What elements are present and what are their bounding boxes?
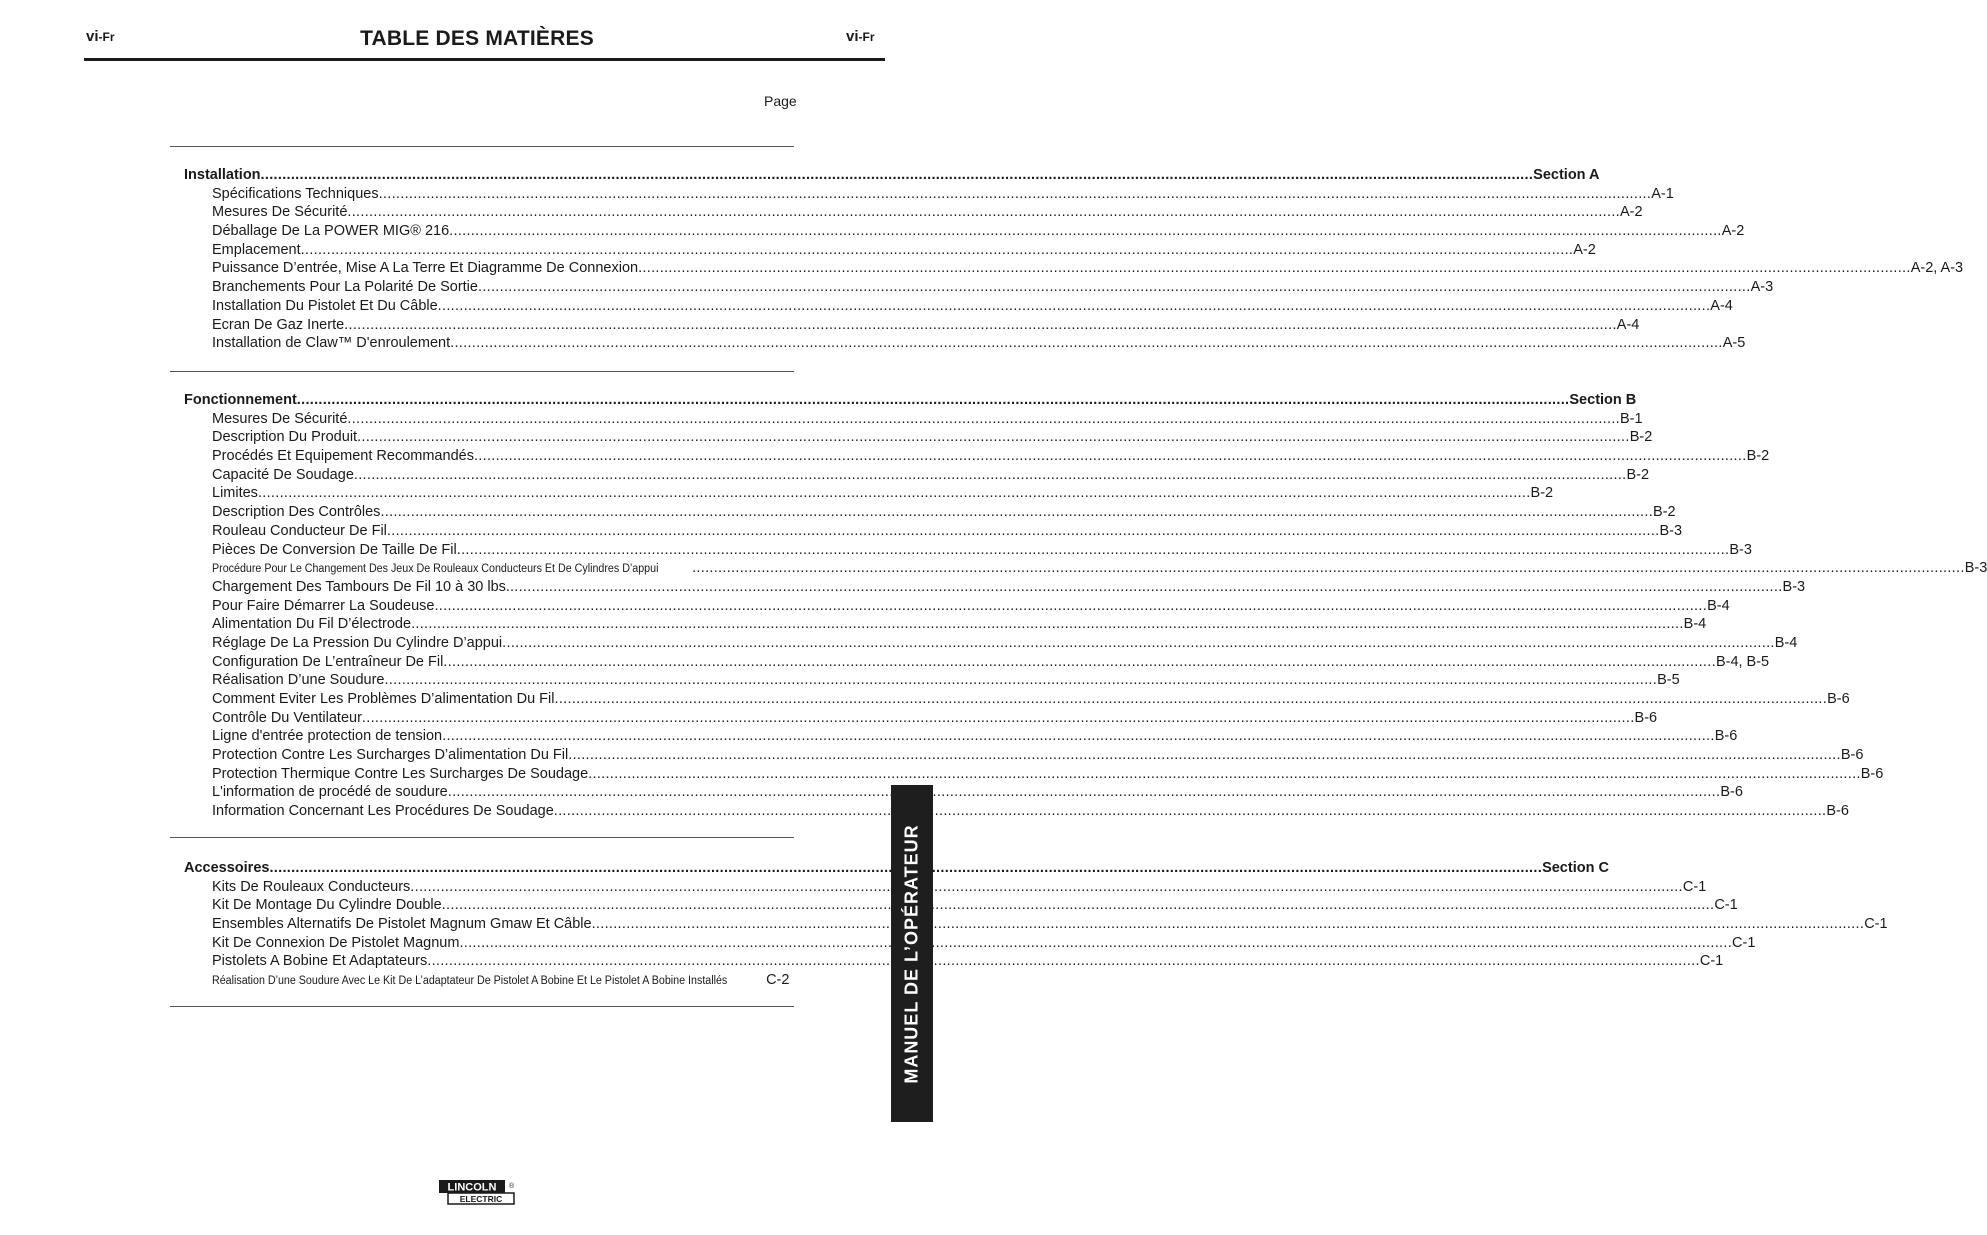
toc-entry-label: Réalisation D’une Soudure Avec Le Kit De L’adaptateur De Pistolet A Bobine Et Le Pistolet A Bobine Installés (212, 975, 728, 988)
dot-leader (411, 616, 1684, 632)
toc-entry-label: Déballage De La POWER MIG® 216 (212, 223, 450, 240)
dot-leader (510, 579, 1783, 595)
toc-entry-label: Installation Du Pistolet Et Du Câble (212, 297, 438, 314)
dot-leader (638, 260, 1911, 276)
toc-entry-label: Pour Faire Démarrer La Soudeuse (212, 597, 435, 614)
dot-leader (380, 504, 1653, 520)
side-tab (891, 785, 933, 1122)
page-number-right: vi-Fr (846, 28, 875, 45)
dot-leader (347, 204, 1620, 220)
dot-leader (434, 598, 1707, 614)
dot-leader (448, 784, 1721, 800)
toc-entry-page: C-1 (1682, 878, 1707, 895)
toc-entry (184, 934, 1756, 954)
toc-entry-label: Mesures De Sécurité (212, 410, 348, 427)
toc-entry-page: B-2 (1626, 466, 1650, 483)
toc-entry-label: Branchements Pour La Polarité De Sortie (212, 279, 478, 296)
toc-entry-page: Section C (1542, 860, 1609, 876)
toc-entry-page: A-5 (1722, 335, 1746, 352)
dot-leader (385, 672, 1658, 688)
toc-entry (184, 916, 1888, 935)
toc-entry-label: Description Des Contrôles (212, 504, 381, 521)
toc-entry-page: B-3 (1659, 522, 1683, 539)
dot-leader (379, 186, 1652, 202)
toc-entry (184, 241, 1596, 261)
logo-line2: ELECTRIC (459, 1194, 503, 1204)
toc-entry-label: Capacité De Soudage (212, 466, 354, 483)
page-number-left: vi-Fr (86, 28, 115, 45)
toc-entry-label: Kit De Connexion De Pistolet Magnum (212, 934, 460, 951)
toc-entry-label: Procédure Pour Le Changement Des Jeux De Rouleaux Conducteurs Et De Cylindres D’appui (212, 563, 659, 576)
dot-leader (438, 298, 1711, 314)
toc-entry-page: B-3 (1729, 541, 1752, 558)
dot-leader (297, 392, 1570, 408)
page-title: TABLE DES MATIÈRES (360, 27, 594, 50)
toc-entry-page: C-1 (1732, 934, 1756, 951)
dot-leader (459, 935, 1732, 951)
toc-entry-page: B-6 (1634, 709, 1658, 726)
toc-entry-page: B-6 (1827, 691, 1850, 707)
toc-entry (184, 504, 1676, 523)
toc-entry-label: Fonctionnement (184, 392, 297, 408)
toc-entry-label: Spécifications Techniques (212, 185, 379, 202)
toc-entry-label: Configuration De L’entraîneur De Fil (212, 653, 444, 670)
dot-leader (478, 279, 1751, 295)
dot-leader (588, 766, 1861, 782)
toc-entry (184, 410, 1643, 430)
toc-entry (184, 429, 1653, 448)
dot-leader (568, 747, 1841, 763)
toc-section-fonctionnement (184, 392, 1987, 822)
toc-entry-page: A-2 (1573, 241, 1596, 258)
toc-entry (184, 709, 1658, 729)
toc-entry-label: Alimentation Du Fil D’électrode (212, 616, 412, 633)
dot-leader (387, 523, 1660, 539)
toc-entry-page: B-5 (1657, 672, 1680, 689)
toc-entry-label: L'information de procédé de soudure (212, 784, 448, 801)
logo-line1: LINCOLN (447, 1181, 497, 1194)
toc-entry (184, 522, 1683, 542)
toc-entry-label: Pistolets A Bobine Et Adaptateurs (212, 953, 428, 970)
toc-entry-page: A-4 (1616, 316, 1640, 333)
toc-entry (184, 953, 1724, 972)
toc-entry-label: Kits De Rouleaux Conducteurs (212, 878, 411, 895)
toc-entry-label: Ensembles Alternatifs De Pistolet Magnum Gmaw Et Câble (212, 916, 592, 933)
toc-entry (184, 185, 1674, 205)
dot-leader (347, 411, 1620, 427)
toc-entry-label: Réalisation D’une Soudure (212, 672, 385, 689)
toc-entry-label: Ecran De Gaz Inerte (212, 316, 345, 333)
toc-entry (184, 747, 1864, 766)
toc-entry-page: B-4 (1707, 597, 1730, 614)
toc-entry (184, 316, 1640, 336)
dot-leader (410, 879, 1683, 895)
toc-section-heading (184, 167, 1600, 186)
dot-leader (450, 335, 1723, 351)
toc-entry-label: Contrôle Du Ventilateur (212, 709, 362, 726)
toc-entry (184, 485, 1554, 504)
toc-entry-page: C-1 (1699, 953, 1724, 970)
toc-entry-label: Description Du Produit (212, 429, 358, 446)
toc-entry-label: Pièces De Conversion De Taille De Fil (212, 541, 457, 558)
toc-entry-label: Installation de Claw™ D'enroulement (212, 335, 451, 352)
toc-entry-label: Protection Thermique Contre Les Surcharges De Soudage (212, 765, 589, 782)
dot-leader (554, 803, 1827, 819)
toc-entry-page: A-1 (1651, 185, 1674, 202)
toc-entry (184, 765, 1884, 785)
dot-leader (457, 542, 1730, 558)
toc-entry-page: B-2 (1653, 504, 1676, 521)
divider (170, 1006, 794, 1007)
toc-entry (184, 653, 1770, 673)
toc-entry-page: B-4 (1774, 634, 1798, 651)
toc-entry-page: A-2, A-3 (1910, 260, 1964, 277)
toc-entry (184, 260, 1964, 279)
dot-leader (449, 223, 1722, 239)
toc-entry-page: A-2 (1721, 223, 1745, 240)
toc-entry-page: B-3 (1964, 560, 1987, 577)
toc-entry (184, 560, 1987, 579)
toc-entry-label: Comment Eviter Les Problèmes D’alimentation Du Fil (212, 691, 555, 707)
toc-entry (184, 541, 1752, 561)
toc-entry-page: B-2 (1530, 485, 1554, 502)
toc-entry (184, 672, 1680, 691)
toc-entry-page: Section B (1569, 392, 1637, 408)
toc-entry-label: Puissance D’entrée, Mise A La Terre Et Diagramme De Connexion (212, 260, 639, 277)
toc-entry-label: Procédés Et Equipement Recommandés (212, 448, 474, 465)
toc-entry (184, 204, 1643, 223)
dot-leader (344, 317, 1617, 333)
dot-leader (443, 654, 1716, 670)
toc-entry (184, 597, 1730, 617)
toc-entry-page: B-4 (1683, 616, 1707, 633)
toc-entry (184, 223, 1745, 242)
toc-entry (184, 784, 1743, 803)
dot-leader (301, 242, 1574, 258)
toc-entry-label: Mesures De Sécurité (212, 204, 348, 221)
toc-entry-page: Section A (1533, 167, 1600, 183)
toc-entry-page: B-4, B-5 (1715, 653, 1770, 670)
dot-leader (427, 953, 1700, 969)
toc-section-installation (184, 167, 1964, 354)
toc-entry (184, 878, 1707, 898)
toc-entry-label: Information Concernant Les Procédures De Soudage (212, 803, 554, 820)
toc-entry-label: Rouleau Conducteur De Fil (212, 522, 387, 539)
dot-leader (354, 467, 1627, 483)
toc-entry (184, 335, 1746, 354)
dot-leader (555, 691, 1828, 707)
toc-entry (184, 634, 1798, 654)
lincoln-electric-logo (438, 1178, 516, 1206)
dot-leader (357, 429, 1630, 445)
toc-entry-page: B-6 (1714, 728, 1738, 745)
dot-leader (474, 448, 1747, 464)
toc-entry-label: Accessoires (184, 860, 270, 876)
toc-entry (184, 972, 790, 991)
toc-entry-label: Limites (212, 485, 258, 502)
toc-entry-label: Réglage De La Pression Du Cylindre D’appui (212, 634, 503, 651)
dot-leader (442, 897, 1715, 913)
dot-leader (442, 728, 1715, 744)
toc-entry (184, 448, 1770, 467)
toc-entry (184, 578, 1806, 598)
toc-entry-page: C-2 (766, 972, 790, 989)
dot-leader (592, 916, 1865, 932)
toc-entry-label: Emplacement (212, 241, 301, 258)
toc-entry-page: B-6 (1840, 747, 1864, 764)
toc-entry-page: B-3 (1782, 578, 1806, 595)
toc-entry-page: B-6 (1826, 803, 1849, 820)
dot-leader (258, 485, 1531, 501)
toc-entry (184, 897, 1738, 916)
toc-entry (184, 466, 1650, 486)
toc-entry (184, 728, 1738, 747)
logo-mark: ® (509, 1183, 515, 1190)
dot-leader (362, 710, 1635, 726)
toc-entry-label: Ligne d'entrée protection de tension (212, 728, 443, 745)
toc-entry-page: B-6 (1720, 784, 1743, 801)
toc-entry-page: A-2 (1620, 204, 1643, 221)
page-column-label: Page (764, 93, 797, 109)
dot-leader (502, 635, 1775, 651)
toc-entry (184, 297, 1733, 317)
toc-entry-page: B-6 (1860, 765, 1884, 782)
toc-entry (184, 691, 1850, 710)
dot-leader (261, 167, 1534, 183)
divider (170, 837, 794, 838)
side-tab-label: MANUEL DE L’OPÉRATEUR (901, 823, 922, 1084)
toc-entry-label: Protection Contre Les Surcharges D’alimentation Du Fil (212, 747, 569, 764)
toc-section-heading (184, 392, 1637, 411)
toc-entry-page: B-1 (1620, 410, 1643, 427)
toc-section-heading (184, 860, 1609, 879)
dot-leader (692, 560, 1965, 576)
toc-entry (184, 616, 1707, 635)
toc-entry-label: Kit De Montage Du Cylindre Double (212, 897, 442, 914)
toc-entry-page: A-4 (1710, 297, 1733, 314)
divider (170, 371, 794, 372)
toc-entry-page: A-3 (1750, 279, 1774, 296)
toc-entry-page: C-1 (1864, 916, 1888, 933)
toc-entry (184, 803, 1849, 822)
toc-entry-page: B-2 (1746, 448, 1770, 465)
divider (170, 146, 794, 147)
toc-entry (184, 279, 1774, 298)
header-rule (84, 58, 885, 61)
toc-entry-page: B-2 (1629, 429, 1653, 446)
toc-entry-label: Chargement Des Tambours De Fil 10 à 30 lbs. (212, 578, 510, 595)
toc-entry-page: C-1 (1714, 897, 1738, 914)
toc-entry-label: Installation (184, 167, 261, 183)
